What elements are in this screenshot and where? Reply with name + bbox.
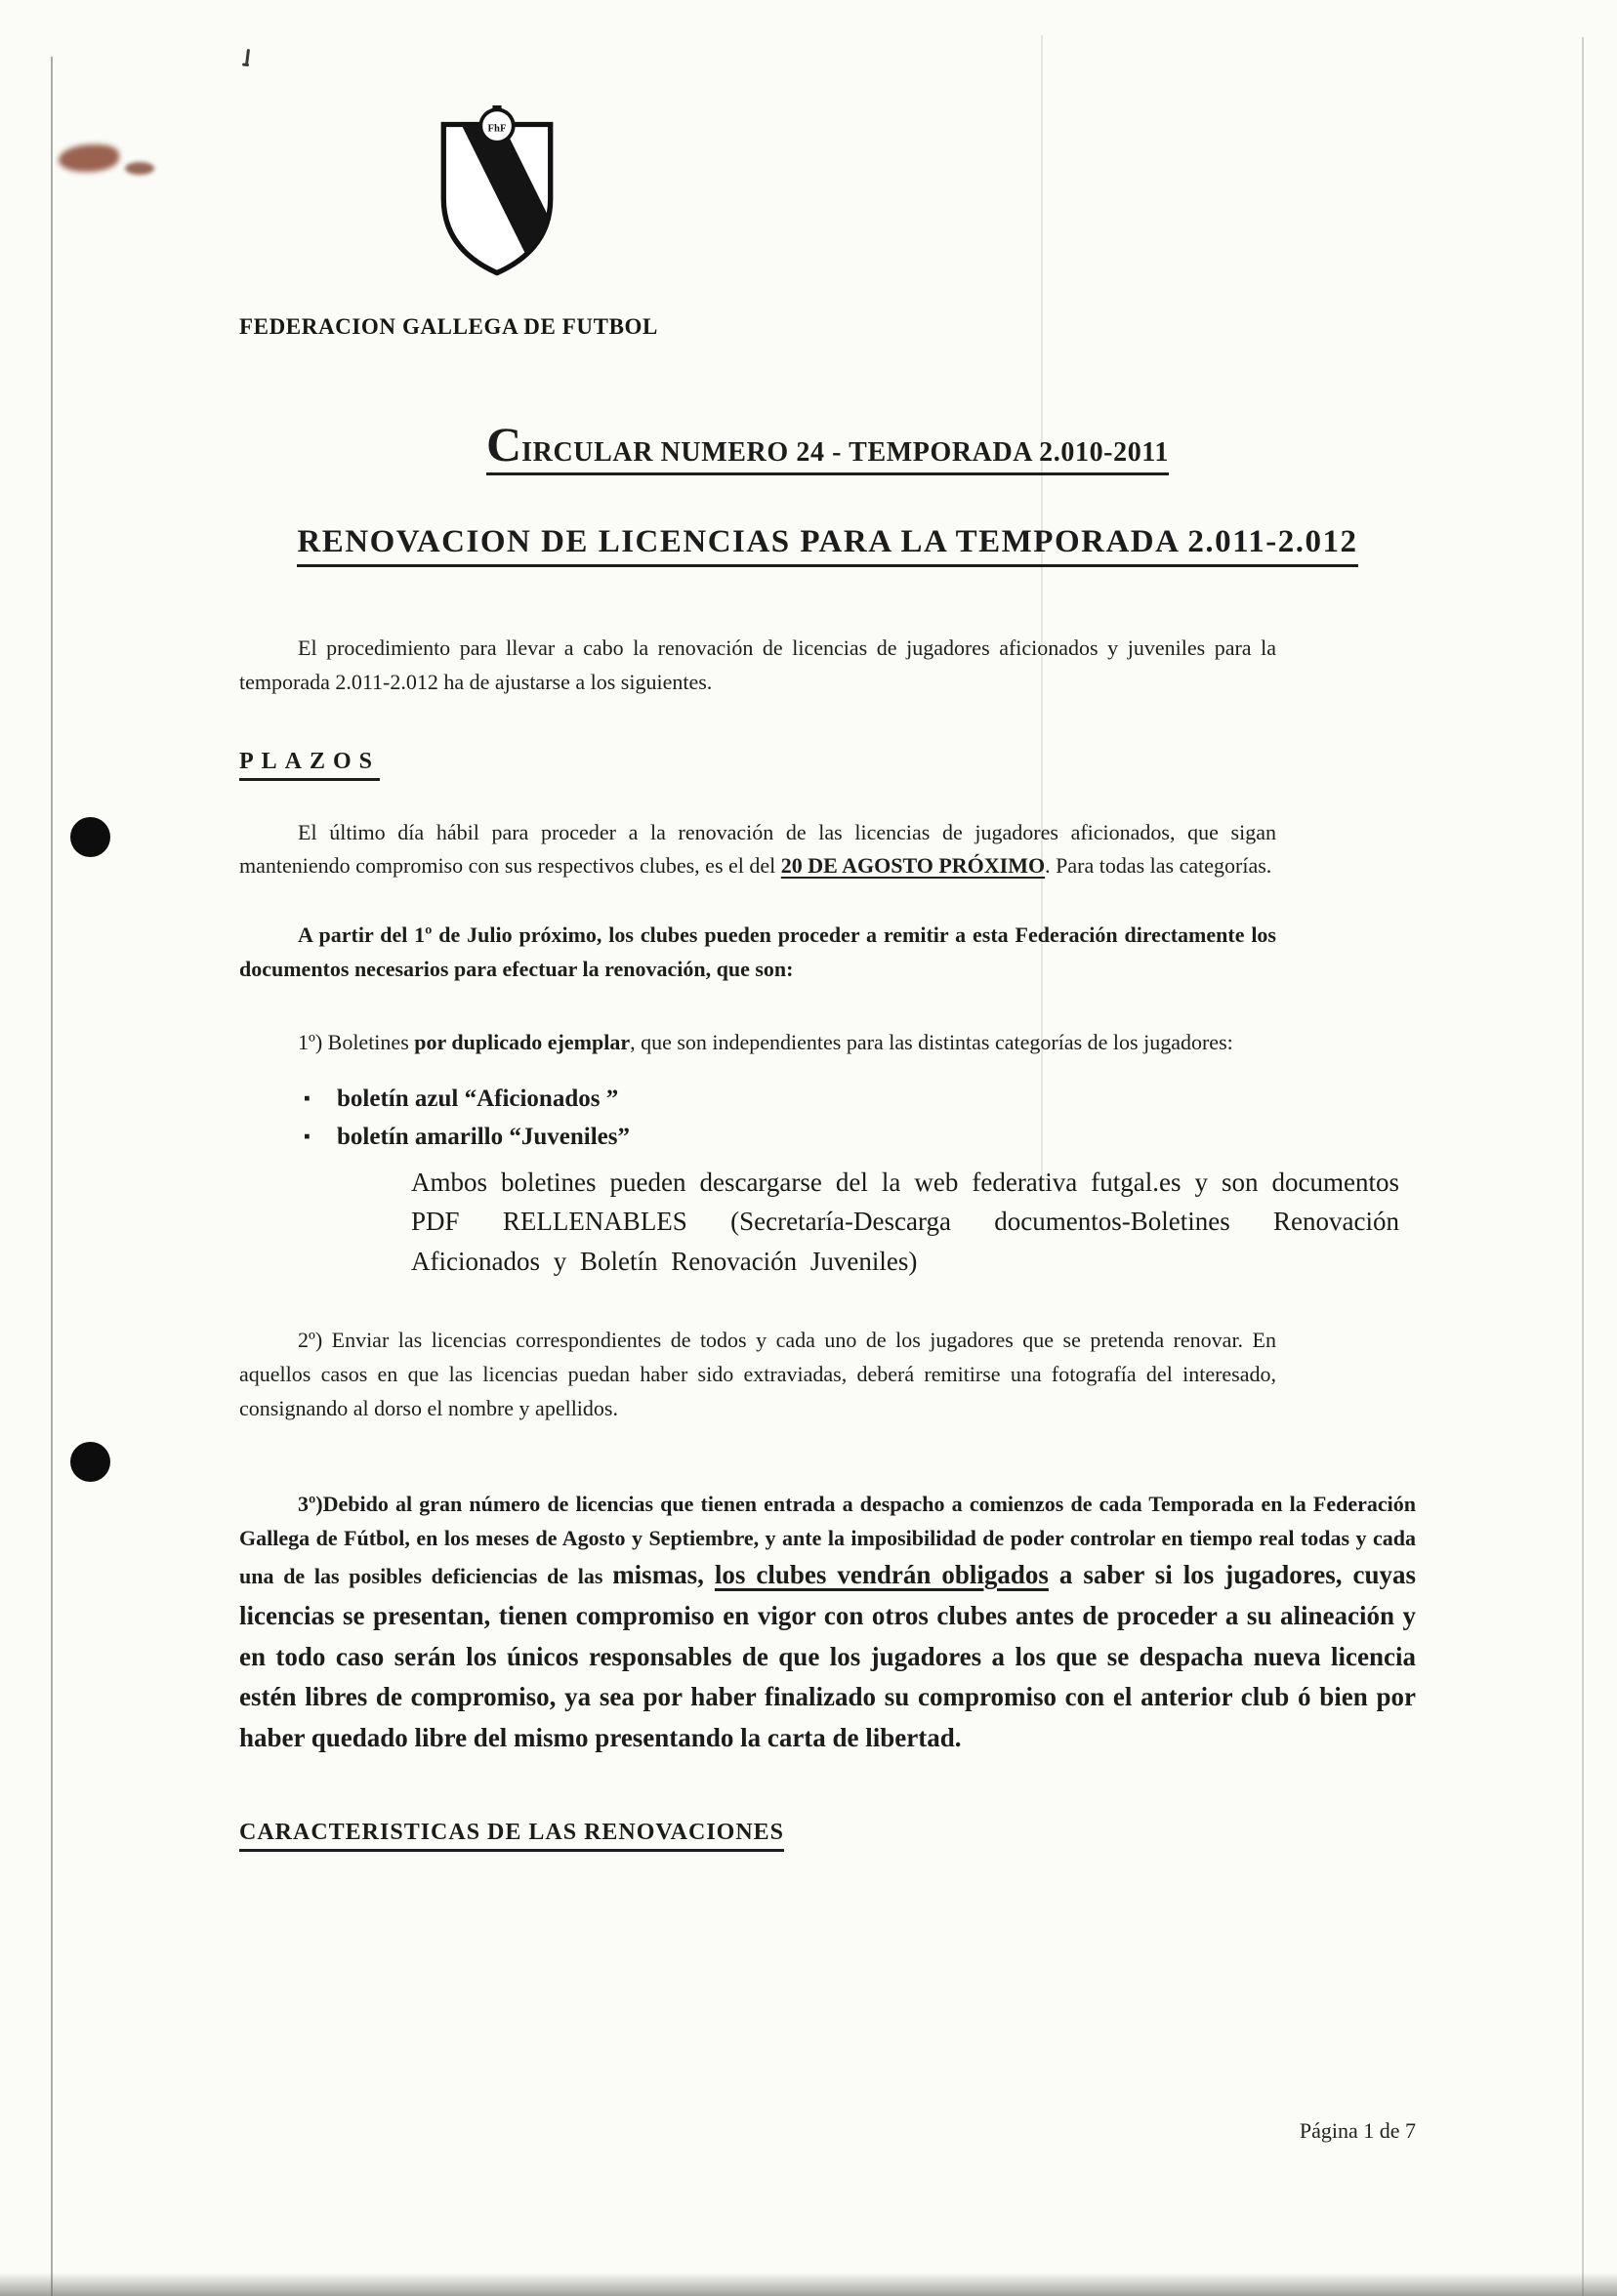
square-bullet-icon: ▪ bbox=[304, 1127, 311, 1147]
organization-name: FEDERACION GALLEGA DE FUTBOL bbox=[239, 314, 658, 339]
hole-punch-dot bbox=[70, 817, 110, 857]
title-text: IRCULAR NUMERO 24 - TEMPORADA 2.010-2011 bbox=[521, 437, 1169, 468]
bulletin-yellow-label: boletín amarillo “Juveniles” bbox=[337, 1124, 630, 1150]
intro-paragraph: El procedimiento para llevar a cabo la renovación de licencias de jugadores aficionados y juveniles para la temporada 2.011-2.012 ha de ajustarse a los siguientes. bbox=[239, 636, 1276, 694]
plazos-heading: PLAZOS bbox=[239, 749, 1416, 781]
hole-punch-dot bbox=[70, 1442, 110, 1482]
scan-bottom-shadow bbox=[0, 2273, 1617, 2296]
crest-monogram: FhF bbox=[487, 123, 507, 135]
bulletin-blue-label: boletín azul “Aficionados ” bbox=[337, 1086, 619, 1113]
document-body bbox=[239, 105, 1416, 1852]
square-bullet-icon: ▪ bbox=[304, 1088, 311, 1110]
title-drop-cap: C bbox=[486, 417, 522, 472]
caracteristicas-heading: CARACTERISTICAS DE LAS RENOVACIONES bbox=[239, 1820, 1416, 1852]
ink-stain bbox=[59, 144, 119, 172]
list-item bbox=[304, 1119, 1416, 1157]
deadline-text-post: . Para todas las categorías. bbox=[1045, 853, 1272, 879]
shield-crest-icon bbox=[423, 105, 571, 289]
ink-stain-small bbox=[125, 162, 154, 175]
page-number: Página 1 de 7 bbox=[1299, 2118, 1416, 2143]
deadline-text-pre: El último día hábil para proceder a la renovación de las licencias de jugadores aficionados, que sigan manteniendo compromiso con sus respectivos clubes, es el del bbox=[239, 819, 1276, 879]
item3-underlined-text: los clubes vendrán obligados bbox=[714, 1559, 1049, 1589]
scan-edge-line-right bbox=[1582, 37, 1584, 2296]
item1-paragraph bbox=[239, 1026, 1276, 1060]
deadline-paragraph bbox=[239, 816, 1276, 884]
subtitle-text: RENOVACION DE LICENCIAS PARA LA TEMPORADA 2.011-2.012 bbox=[297, 524, 1358, 559]
item3-large-pre: mismas, bbox=[612, 1559, 715, 1589]
item1-bold: por duplicado ejemplar bbox=[414, 1029, 631, 1054]
scan-edge-line-left bbox=[51, 57, 53, 2296]
download-info-paragraph: Ambos boletines pueden descargarse del la web federativa futgal.es y son documentos PDF RELLENABLES (Secretaría-Descarga documentos-Boletines Renovación Aficionados y Boletín Renovación Juveniles) bbox=[411, 1167, 1399, 1276]
item2-paragraph: 2º) Enviar las licencias correspondientes de todos y cada uno de los jugadores que se pretenda renovar. En aquellos casos en que las licencias puedan haber sido extraviadas, deberá remitirse una fotografía del interesado, consignando al dorso el nombre y apellidos. bbox=[239, 1328, 1276, 1420]
pen-mark bbox=[245, 49, 250, 65]
july-paragraph: A partir del 1º de Julio próximo, los clubes pueden proceder a remitir a esta Federación directamente los documentos necesarios para efectuar la renovación, que son: bbox=[239, 922, 1276, 981]
item1-text-post: , que son independientes para las distintas categorías de los jugadores: bbox=[630, 1029, 1233, 1054]
bulletin-list bbox=[304, 1081, 1416, 1157]
circular-title bbox=[239, 417, 1416, 475]
item1-text-pre: 1º) Boletines bbox=[298, 1029, 415, 1054]
list-item bbox=[304, 1081, 1416, 1119]
deadline-date: 20 DE AGOSTO PRÓXIMO bbox=[780, 853, 1046, 879]
federation-crest-logo bbox=[423, 105, 571, 289]
document-subtitle bbox=[239, 524, 1416, 567]
item3-small-text: 3º)Debido al gran número de licencias que tienen entrada a despacho a comienzos de cada Temporada en la Federación Gallega de Fútbol, en los meses de Agosto y Septiembre, y ante la imposibilidad de poder controlar en tiempo real todas y cada una de las posibles deficiencias de las bbox=[239, 1491, 1416, 1588]
item3-large-text: a saber si los jugadores, cuyas licencias se presentan, tienen compromiso en vigor con otros clubes antes de proceder a su alineación y en todo caso serán los únicos responsables de que los jugadores a los que se despacha nueva licencia estén libres de compromiso, ya sea por haber finalizado su compromiso con el anterior club ó bien por haber quedado libre del mismo presentando la carta de libertad. bbox=[239, 1559, 1416, 1753]
item3-paragraph bbox=[239, 1487, 1416, 1760]
